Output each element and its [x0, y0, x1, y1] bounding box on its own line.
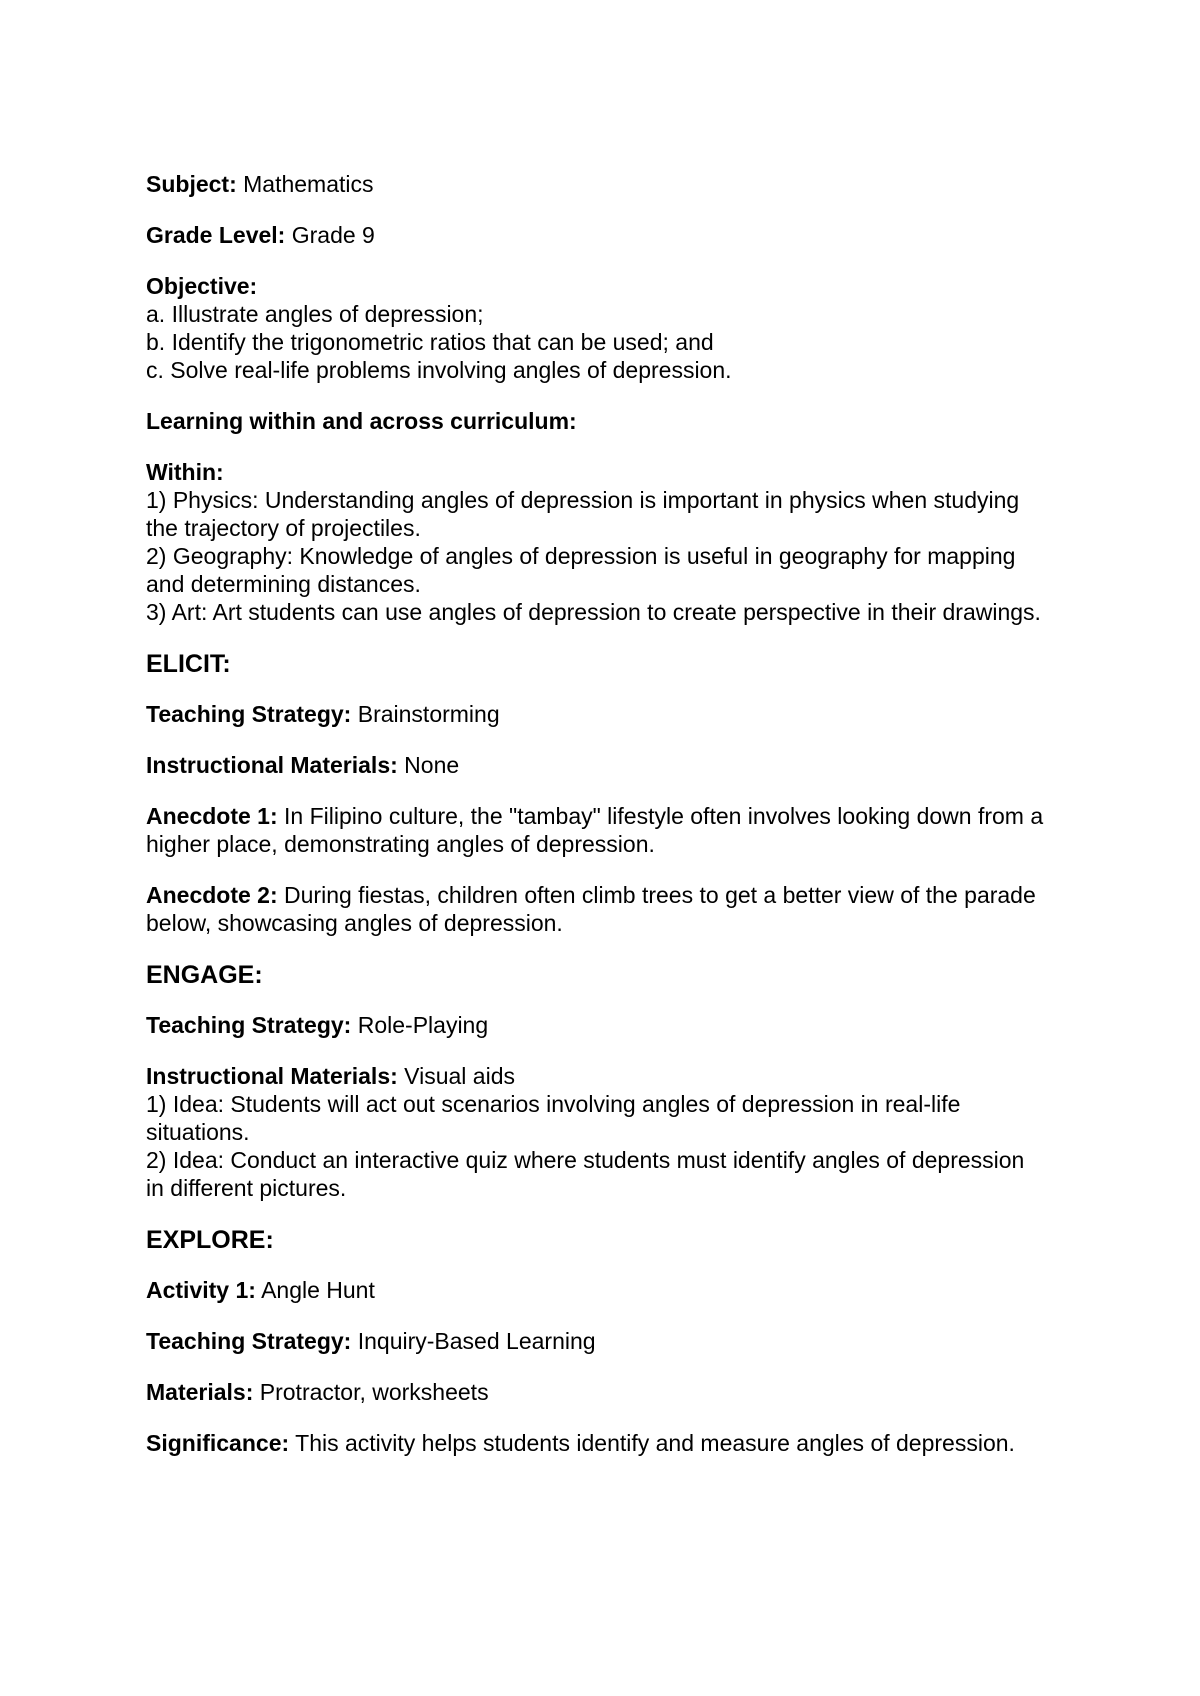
objective-item: b. Identify the trigonometric ratios that can be used; and [146, 329, 714, 355]
engage-materials-section [146, 1062, 1046, 1202]
anecdote-2-label: Anecdote 2: [146, 882, 278, 908]
anecdote-1-label: Anecdote 1: [146, 803, 278, 829]
within-section [146, 458, 1046, 626]
grade-level-label: Grade Level: [146, 222, 286, 248]
objective-item: c. Solve real-life problems involving angles of depression. [146, 357, 732, 383]
explore-strategy-value: Inquiry-Based Learning [357, 1328, 596, 1354]
subject-line [146, 170, 1046, 198]
explore-significance-text: This activity helps students identify and measure angles of depression. [295, 1430, 1015, 1456]
explore-significance-label: Significance: [146, 1430, 290, 1456]
objective-label: Objective: [146, 273, 258, 299]
lesson-plan-page [146, 170, 1046, 1457]
subject-value: Mathematics [243, 171, 374, 197]
grade-level-line [146, 221, 1046, 249]
explore-heading: EXPLORE: [146, 1226, 274, 1254]
engage-idea-2: 2) Idea: Conduct an interactive quiz where students must identify angles of depression in different pictures. [146, 1147, 1025, 1201]
grade-level-value: Grade 9 [291, 222, 375, 248]
subject-label: Subject: [146, 171, 237, 197]
elicit-strategy-line [146, 700, 1046, 728]
explore-significance-line [146, 1429, 1046, 1457]
engage-heading: ENGAGE: [146, 961, 263, 989]
explore-materials-value: Protractor, worksheets [259, 1379, 489, 1405]
engage-materials-line [146, 1062, 1046, 1090]
objective-section [146, 272, 1046, 384]
within-item-physics: 1) Physics: Understanding angles of depression is important in physics when studying the trajectory of projectiles. [146, 487, 1020, 541]
elicit-heading: ELICIT: [146, 650, 231, 678]
explore-strategy-label: Teaching Strategy: [146, 1328, 352, 1354]
objective-item: a. Illustrate angles of depression; [146, 301, 484, 327]
elicit-materials-line [146, 751, 1046, 779]
anecdote-1-text: In Filipino culture, the "tambay" lifestyle often involves looking down from a higher place, demonstrating angles of depression. [146, 803, 1044, 857]
engage-idea-1: 1) Idea: Students will act out scenarios involving angles of depression in real-life situations. [146, 1091, 961, 1145]
anecdote-2 [146, 881, 1046, 937]
within-label: Within: [146, 459, 224, 485]
within-item-art: 3) Art: Art students can use angles of depression to create perspective in their drawings. [146, 599, 1041, 625]
engage-materials-label: Instructional Materials: [146, 1063, 398, 1089]
explore-activity-label: Activity 1: [146, 1277, 256, 1303]
engage-strategy-value: Role-Playing [357, 1012, 489, 1038]
curriculum-label: Learning within and across curriculum: [146, 408, 577, 434]
anecdote-1 [146, 802, 1046, 858]
explore-strategy-line [146, 1327, 1046, 1355]
elicit-strategy-label: Teaching Strategy: [146, 701, 352, 727]
explore-activity-line [146, 1276, 1046, 1304]
elicit-materials-label: Instructional Materials: [146, 752, 398, 778]
elicit-materials-value: None [404, 752, 460, 778]
engage-strategy-line [146, 1011, 1046, 1039]
elicit-strategy-value: Brainstorming [357, 701, 500, 727]
anecdote-2-text: During fiestas, children often climb trees to get a better view of the parade below, showcasing angles of depression. [146, 882, 1036, 936]
explore-materials-label: Materials: [146, 1379, 254, 1405]
within-item-geography: 2) Geography: Knowledge of angles of depression is useful in geography for mapping and determining distances. [146, 543, 1016, 597]
engage-materials-value: Visual aids [404, 1063, 515, 1089]
explore-materials-line [146, 1378, 1046, 1406]
engage-strategy-label: Teaching Strategy: [146, 1012, 352, 1038]
explore-activity-value: Angle Hunt [261, 1277, 375, 1303]
